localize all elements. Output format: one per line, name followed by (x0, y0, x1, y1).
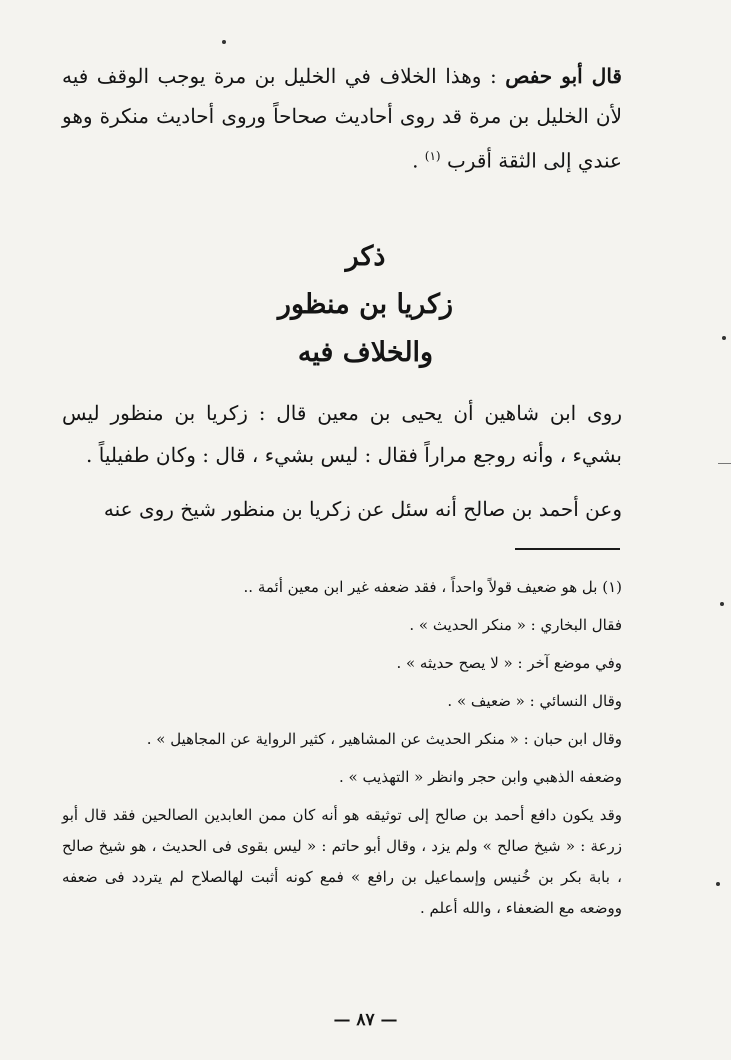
body-paragraph-1: روى ابن شاهين أن يحيى بن معين قال : زكريا بن منظور ليس بشيء ، وأنه روجع مراراً فقال : ليس بشيء ، قال : وكان طفيلياً . (62, 401, 622, 467)
footnote-reference: (١) (424, 149, 441, 163)
intro-paragraph (62, 56, 622, 181)
scan-speck (720, 602, 724, 606)
intro-lead: قال أبو حفص (505, 64, 622, 88)
footnotes (62, 568, 622, 924)
page-number: — ٨٧ — (333, 1010, 398, 1030)
section-heading-line-3: والخلاف فيه (297, 337, 434, 368)
scan-speck (716, 882, 720, 886)
scan-speck (722, 336, 726, 340)
footnote-line: (١) بل هو ضعيف قولاً واحداً ، فقد ضعفه غير ابن معين أئمة .. (243, 578, 622, 596)
section-heading-line-1: ذكر (345, 241, 386, 272)
footnote-line: فقال البخاري : « منكر الحديث » . (409, 616, 622, 634)
intro-end: . (412, 148, 419, 173)
intro-text: : وهذا الخلاف في الخليل بن مرة يوجب الوقف فيه لأن الخليل بن مرة قد روى أحاديث صحاحاً وروى أحاديث منكرة وهو عندي إلى الثقة أقرب (62, 64, 622, 173)
footnote-line: وقال النسائي : « ضعيف » . (447, 692, 622, 710)
footnote-line: وقال ابن حبان : « منكر الحديث عن المشاهير ، كثير الرواية عن المجاهيل » . (146, 730, 622, 748)
footnote-separator (515, 548, 620, 550)
footnote-paragraph: وقد يكون دافع أحمد بن صالح إلى توثيقه هو أنه كان ممن العابدين الصالحين فقد قال أبو زرعة : « شيخ صالح » ولم يزد ، وقال أبو حاتم : « ليس بقوى فى الحديث ، هو شيخ صالح ، بابة بكر بن خُنيس وإسماعيل بن رافع » فمع كونه أثبت لهالصلاح لم يتردد فى ضعفه ووضعه مع الضعفاء ، والله أعلم . (62, 806, 622, 917)
body-paragraph-2: وعن أحمد بن صالح أنه سئل عن زكريا بن منظور شيخ روى عنه (103, 497, 622, 521)
scan-speck (222, 40, 226, 44)
footnote-line: وضعفه الذهبي وابن حجر وانظر « التهذيب » . (338, 768, 622, 786)
scan-mark (718, 463, 731, 464)
footnote-line: وفي موضع آخر : « لا يصح حديثه » . (396, 654, 622, 672)
section-heading-line-2: زكريا بن منظور (277, 289, 454, 320)
